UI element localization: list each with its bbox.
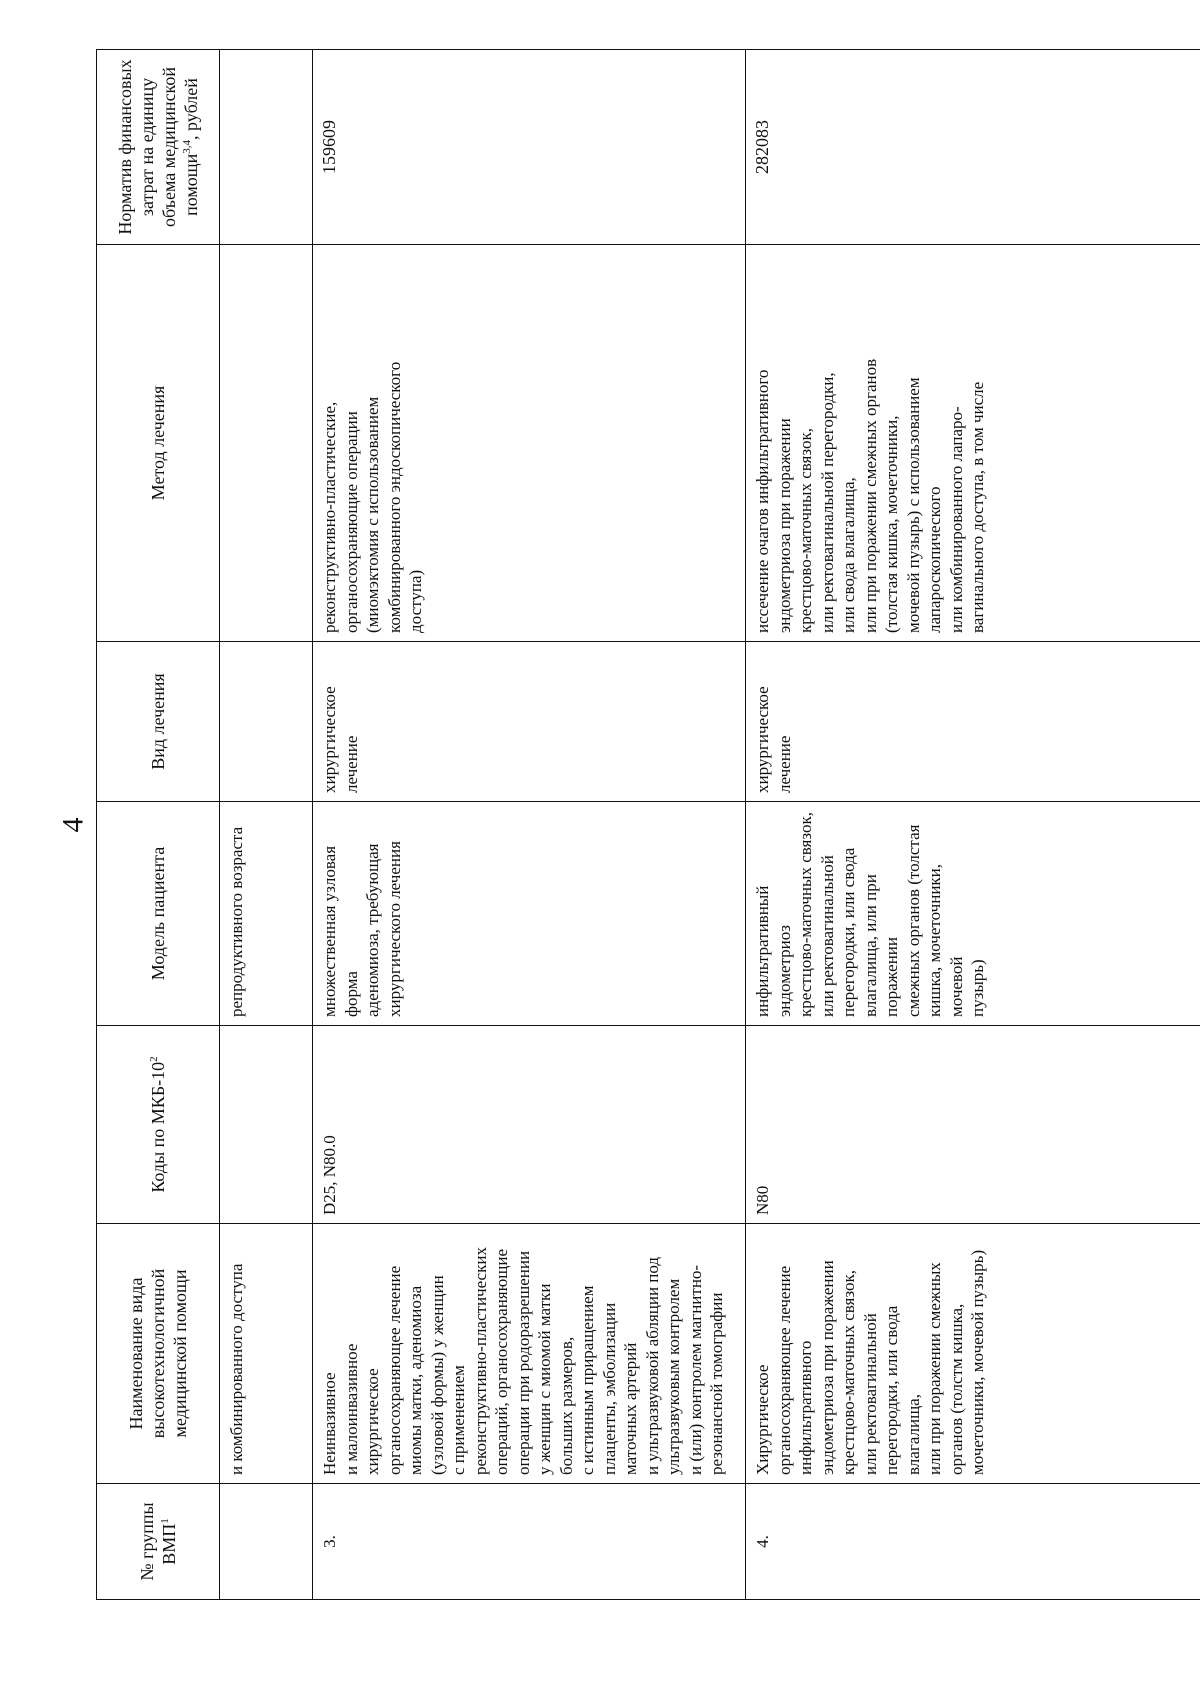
header-treatment-method: Метод лечения [97, 245, 220, 642]
header-group-number: № группы ВМП$^1$ [97, 1484, 220, 1600]
cell-group-number: 3. [313, 1484, 746, 1600]
table-row [746, 50, 1200, 1600]
header-cost-standard: Норматив финансовых затрат на единицу объема медицинской помощи$^{3,4}$, рублей [97, 50, 220, 245]
cell-group-number [220, 1484, 313, 1600]
cell-treatment-method: реконструктивно-пластические, органосохраняющие операции (миомэктомия с использованием комбинированного эндоскопического доступа) [313, 245, 746, 642]
table-header-row [97, 50, 220, 1600]
cell-icd-codes: N80 [746, 1026, 1200, 1224]
cell-patient-model: репродуктивного возраста [220, 802, 313, 1026]
cell-cost-standard: 159609 [313, 50, 746, 245]
cell-cost-standard: 282083 [746, 50, 1200, 245]
cell-group-number: 4. [746, 1484, 1200, 1600]
cell-care-type-name: Неинвазивное и малоинвазивное хирургическое органосохраняющее лечение миомы матки, аденомиоза (узловой формы) у женщин с применением реконструктивно-пластических операций, органосохраняющие операции при родоразрешении у женщин с миомой матки больших размеров, с истинным приращением плаценты, эмболизации маточных артерий и ультразвуковой абляции под ультразвуковым контролем и (или) контролем магнитно- резонансной томографии [313, 1224, 746, 1484]
cell-patient-model: множественная узловая форма аденомиоза, требующая хирургического лечения [313, 802, 746, 1026]
cell-icd-codes [220, 1026, 313, 1224]
cell-treatment-method [220, 245, 313, 642]
table-row [220, 50, 313, 1600]
vmp-table [96, 49, 1200, 1600]
header-care-type-name: Наименование вида высокотехнологичной медицинской помощи [97, 1224, 220, 1484]
cell-treatment-type [220, 642, 313, 802]
cell-treatment-type: хирургическое лечение [313, 642, 746, 802]
cell-treatment-method: иссечение очагов инфильтративного эндометриоза при поражении крестцово-маточных связок, или ректовагинальной перегородки, или свода влагалища, или при поражении смежных органов (толстая кишка, мочеточники, мочевой пузырь) с использованием лапароскопического или комбинированного лапаро- вагинального доступа, в том числе [746, 245, 1200, 642]
cell-cost-standard [220, 50, 313, 245]
page-number: 4 [56, 817, 90, 833]
cell-care-type-name: Хирургическое органосохраняющее лечение инфильтративного эндометриоза при поражении крестцово-маточных связок, или ректовагинальной перегородки, или свода влагалища, или при поражении смежных органов (толстм кишка, мочеточники, мочевой пузырь) [746, 1224, 1200, 1484]
cell-patient-model: инфильтративный эндометриоз крестцово-маточных связок, или ректовагинальной перегородки, или свода влагалища, или при поражении смежных органов (толстая кишка, мочеточники, мочевой пузырь) [746, 802, 1200, 1026]
cell-care-type-name: и комбинированного доступа [220, 1224, 313, 1484]
cell-treatment-type: хирургическое лечение [746, 642, 1200, 802]
rotated-table-wrapper [96, 50, 1200, 1600]
table-row [313, 50, 746, 1600]
header-treatment-type: Вид лечения [97, 642, 220, 802]
header-icd-codes: Коды по МКБ-$10^2$ [97, 1026, 220, 1224]
cell-icd-codes: D25, N80.0 [313, 1026, 746, 1224]
header-patient-model: Модель пациента [97, 802, 220, 1026]
